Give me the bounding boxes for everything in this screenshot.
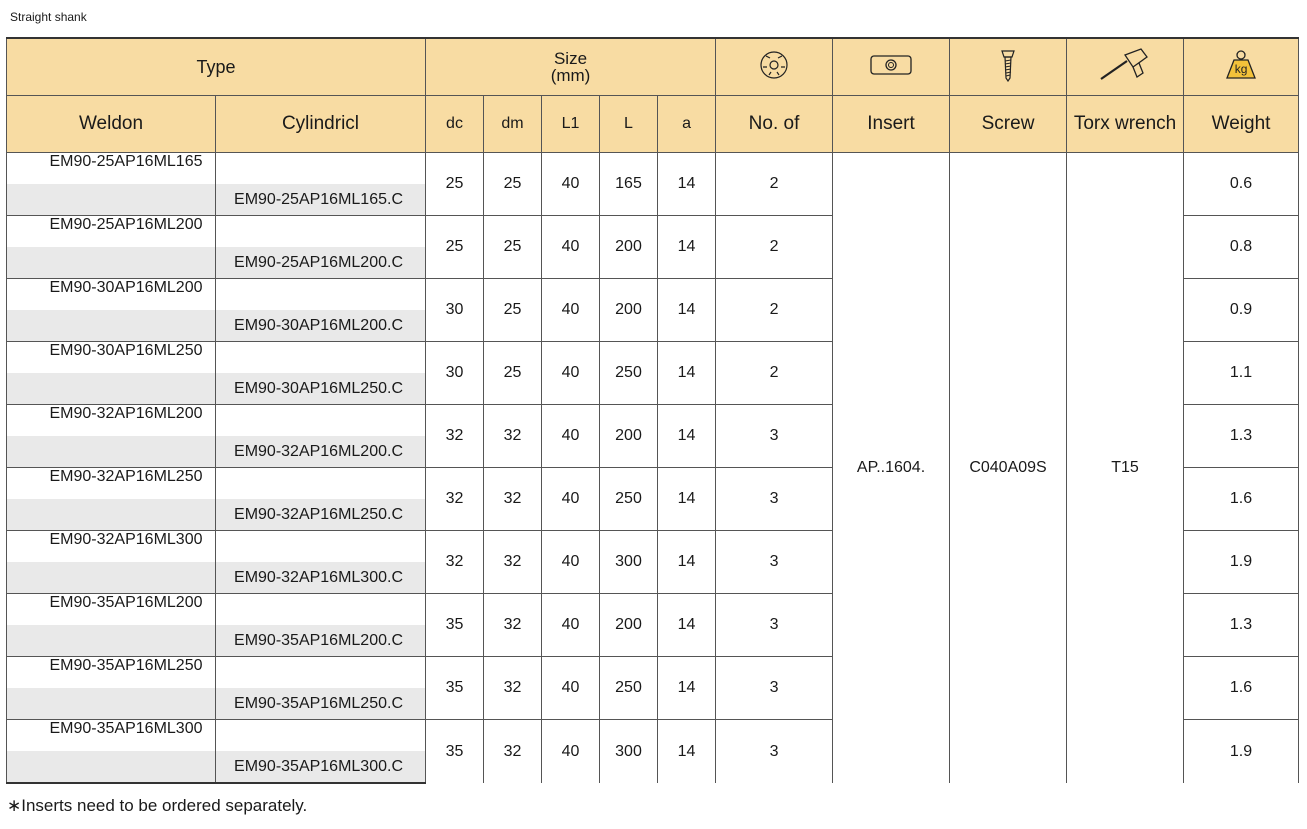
weldon-bottom-cell bbox=[7, 436, 216, 468]
insert-value: AP..1604. bbox=[833, 153, 950, 784]
cylindrical-top-cell bbox=[216, 720, 426, 752]
header-size-line1: Size bbox=[553, 49, 588, 68]
cell-no: 3 bbox=[716, 594, 833, 657]
screw-icon bbox=[998, 48, 1018, 87]
weight-value: 1.6 bbox=[1184, 468, 1299, 531]
cell-a: 14 bbox=[658, 153, 716, 216]
cell-no: 3 bbox=[716, 468, 833, 531]
cell-l1: 40 bbox=[542, 531, 600, 594]
weldon-bottom-cell bbox=[7, 688, 216, 720]
header-size bbox=[426, 38, 716, 96]
weldon-bottom-cell bbox=[7, 562, 216, 594]
cell-dm: 25 bbox=[484, 279, 542, 342]
cylindrical-top-cell bbox=[216, 468, 426, 500]
screw-value: C040A09S bbox=[950, 153, 1067, 784]
weldon-bottom-cell bbox=[7, 625, 216, 657]
cell-no: 3 bbox=[716, 720, 833, 784]
header-torx: Torx wrench bbox=[1067, 96, 1184, 153]
cell-l: 200 bbox=[600, 216, 658, 279]
cylindrical-top-cell bbox=[216, 594, 426, 626]
cell-no: 2 bbox=[716, 153, 833, 216]
cell-a: 14 bbox=[658, 657, 716, 720]
weldon-bottom-cell bbox=[7, 247, 216, 279]
cell-dc: 35 bbox=[426, 657, 484, 720]
header-torx-icon-cell bbox=[1067, 38, 1184, 96]
cylindrical-top-cell bbox=[216, 342, 426, 374]
header-weight: Weight bbox=[1184, 96, 1299, 153]
cylindrical-code: EM90-35AP16ML200.C bbox=[216, 625, 426, 657]
header-no-of: No. of bbox=[716, 96, 833, 153]
cell-l1: 40 bbox=[542, 594, 600, 657]
cylindrical-top-cell bbox=[216, 657, 426, 689]
cell-no: 3 bbox=[716, 657, 833, 720]
header-weight-icon-cell bbox=[1184, 38, 1299, 96]
cell-dm: 32 bbox=[484, 594, 542, 657]
weldon-code: EM90-30AP16ML250 bbox=[7, 342, 216, 374]
weldon-bottom-cell bbox=[7, 373, 216, 405]
cell-l1: 40 bbox=[542, 657, 600, 720]
cell-dm: 25 bbox=[484, 342, 542, 405]
spec-table-body bbox=[7, 153, 1299, 784]
weight-value: 1.3 bbox=[1184, 594, 1299, 657]
cell-l: 250 bbox=[600, 657, 658, 720]
header-size-line2: (mm) bbox=[550, 66, 591, 85]
cell-a: 14 bbox=[658, 216, 716, 279]
cell-l1: 40 bbox=[542, 405, 600, 468]
cell-a: 14 bbox=[658, 279, 716, 342]
header-l1: L1 bbox=[542, 96, 600, 153]
weldon-bottom-cell bbox=[7, 184, 216, 216]
cell-dc: 25 bbox=[426, 153, 484, 216]
header-l: L bbox=[600, 96, 658, 153]
cylindrical-code: EM90-35AP16ML250.C bbox=[216, 688, 426, 720]
cell-no: 2 bbox=[716, 216, 833, 279]
weight-value: 1.6 bbox=[1184, 657, 1299, 720]
weldon-code: EM90-25AP16ML165 bbox=[7, 153, 216, 185]
cell-a: 14 bbox=[658, 720, 716, 784]
cylindrical-code: EM90-30AP16ML200.C bbox=[216, 310, 426, 342]
cell-l1: 40 bbox=[542, 468, 600, 531]
cell-dc: 35 bbox=[426, 594, 484, 657]
cell-l1: 40 bbox=[542, 153, 600, 216]
cell-dc: 32 bbox=[426, 468, 484, 531]
weight-kg-icon bbox=[1224, 49, 1258, 86]
cylindrical-code: EM90-25AP16ML200.C bbox=[216, 247, 426, 279]
weldon-code: EM90-30AP16ML200 bbox=[7, 279, 216, 311]
header-insert: Insert bbox=[833, 96, 950, 153]
header-a: a bbox=[658, 96, 716, 153]
header-screw: Screw bbox=[950, 96, 1067, 153]
cylindrical-top-cell bbox=[216, 531, 426, 563]
weldon-code: EM90-32AP16ML200 bbox=[7, 405, 216, 437]
cell-dm: 32 bbox=[484, 657, 542, 720]
cylindrical-code: EM90-30AP16ML250.C bbox=[216, 373, 426, 405]
weight-value: 1.9 bbox=[1184, 531, 1299, 594]
cell-dm: 32 bbox=[484, 531, 542, 594]
weldon-code: EM90-25AP16ML200 bbox=[7, 216, 216, 248]
cell-a: 14 bbox=[658, 342, 716, 405]
header-weldon: Weldon bbox=[7, 96, 216, 153]
cell-l: 300 bbox=[600, 720, 658, 784]
weldon-bottom-cell bbox=[7, 499, 216, 531]
weldon-bottom-cell bbox=[7, 751, 216, 783]
cell-no: 3 bbox=[716, 405, 833, 468]
cylindrical-code: EM90-32AP16ML250.C bbox=[216, 499, 426, 531]
header-type: Type bbox=[7, 38, 426, 96]
cell-a: 14 bbox=[658, 468, 716, 531]
cylindrical-code: EM90-25AP16ML165.C bbox=[216, 184, 426, 216]
cell-no: 3 bbox=[716, 531, 833, 594]
header-insert-icon-cell bbox=[833, 38, 950, 96]
header-dm: dm bbox=[484, 96, 542, 153]
insert-icon bbox=[869, 54, 913, 81]
cell-l1: 40 bbox=[542, 279, 600, 342]
cell-dc: 32 bbox=[426, 405, 484, 468]
cell-l: 200 bbox=[600, 405, 658, 468]
cylindrical-top-cell bbox=[216, 216, 426, 248]
cell-dc: 30 bbox=[426, 279, 484, 342]
weight-value: 1.3 bbox=[1184, 405, 1299, 468]
weight-value: 0.8 bbox=[1184, 216, 1299, 279]
weight-value: 1.1 bbox=[1184, 342, 1299, 405]
cutter-teeth-icon bbox=[757, 50, 791, 85]
weight-value: 1.9 bbox=[1184, 720, 1299, 784]
weldon-code: EM90-35AP16ML300 bbox=[7, 720, 216, 752]
weight-value: 0.6 bbox=[1184, 153, 1299, 216]
cylindrical-top-cell bbox=[216, 405, 426, 437]
cell-a: 14 bbox=[658, 594, 716, 657]
header-no-of-icon-cell bbox=[716, 38, 833, 96]
cell-dm: 32 bbox=[484, 720, 542, 784]
header-cylindrical: Cylindricl bbox=[216, 96, 426, 153]
header-screw-icon-cell bbox=[950, 38, 1067, 96]
cell-l: 250 bbox=[600, 468, 658, 531]
cell-l: 250 bbox=[600, 342, 658, 405]
cell-a: 14 bbox=[658, 405, 716, 468]
weldon-code: EM90-32AP16ML250 bbox=[7, 468, 216, 500]
cell-no: 2 bbox=[716, 342, 833, 405]
cylindrical-code: EM90-32AP16ML300.C bbox=[216, 562, 426, 594]
cell-dc: 30 bbox=[426, 342, 484, 405]
cell-dc: 25 bbox=[426, 216, 484, 279]
cylindrical-code: EM90-32AP16ML200.C bbox=[216, 436, 426, 468]
spec-table bbox=[6, 37, 1299, 784]
cell-dm: 25 bbox=[484, 216, 542, 279]
cylindrical-code: EM90-35AP16ML300.C bbox=[216, 751, 426, 783]
cell-l1: 40 bbox=[542, 342, 600, 405]
caption: Straight shank bbox=[10, 10, 87, 24]
cylindrical-top-cell bbox=[216, 279, 426, 311]
table-row bbox=[7, 153, 1299, 185]
weldon-code: EM90-35AP16ML200 bbox=[7, 594, 216, 626]
footnote: ∗Inserts need to be ordered separately. bbox=[7, 796, 308, 815]
weight-value: 0.9 bbox=[1184, 279, 1299, 342]
cell-l: 165 bbox=[600, 153, 658, 216]
torx-value: T15 bbox=[1067, 153, 1184, 784]
weldon-code: EM90-32AP16ML300 bbox=[7, 531, 216, 563]
weldon-code: EM90-35AP16ML250 bbox=[7, 657, 216, 689]
cell-no: 2 bbox=[716, 279, 833, 342]
cell-dc: 32 bbox=[426, 531, 484, 594]
cell-l: 300 bbox=[600, 531, 658, 594]
cell-dc: 35 bbox=[426, 720, 484, 784]
torx-wrench-icon bbox=[1097, 45, 1153, 90]
cell-a: 14 bbox=[658, 531, 716, 594]
cell-dm: 32 bbox=[484, 405, 542, 468]
weight-kg-label: kg bbox=[1234, 61, 1248, 76]
cell-l: 200 bbox=[600, 594, 658, 657]
cell-dm: 32 bbox=[484, 468, 542, 531]
header-dc: dc bbox=[426, 96, 484, 153]
cell-l: 200 bbox=[600, 279, 658, 342]
cylindrical-top-cell bbox=[216, 153, 426, 185]
cell-dm: 25 bbox=[484, 153, 542, 216]
cell-l1: 40 bbox=[542, 216, 600, 279]
weldon-bottom-cell bbox=[7, 310, 216, 342]
cell-l1: 40 bbox=[542, 720, 600, 784]
